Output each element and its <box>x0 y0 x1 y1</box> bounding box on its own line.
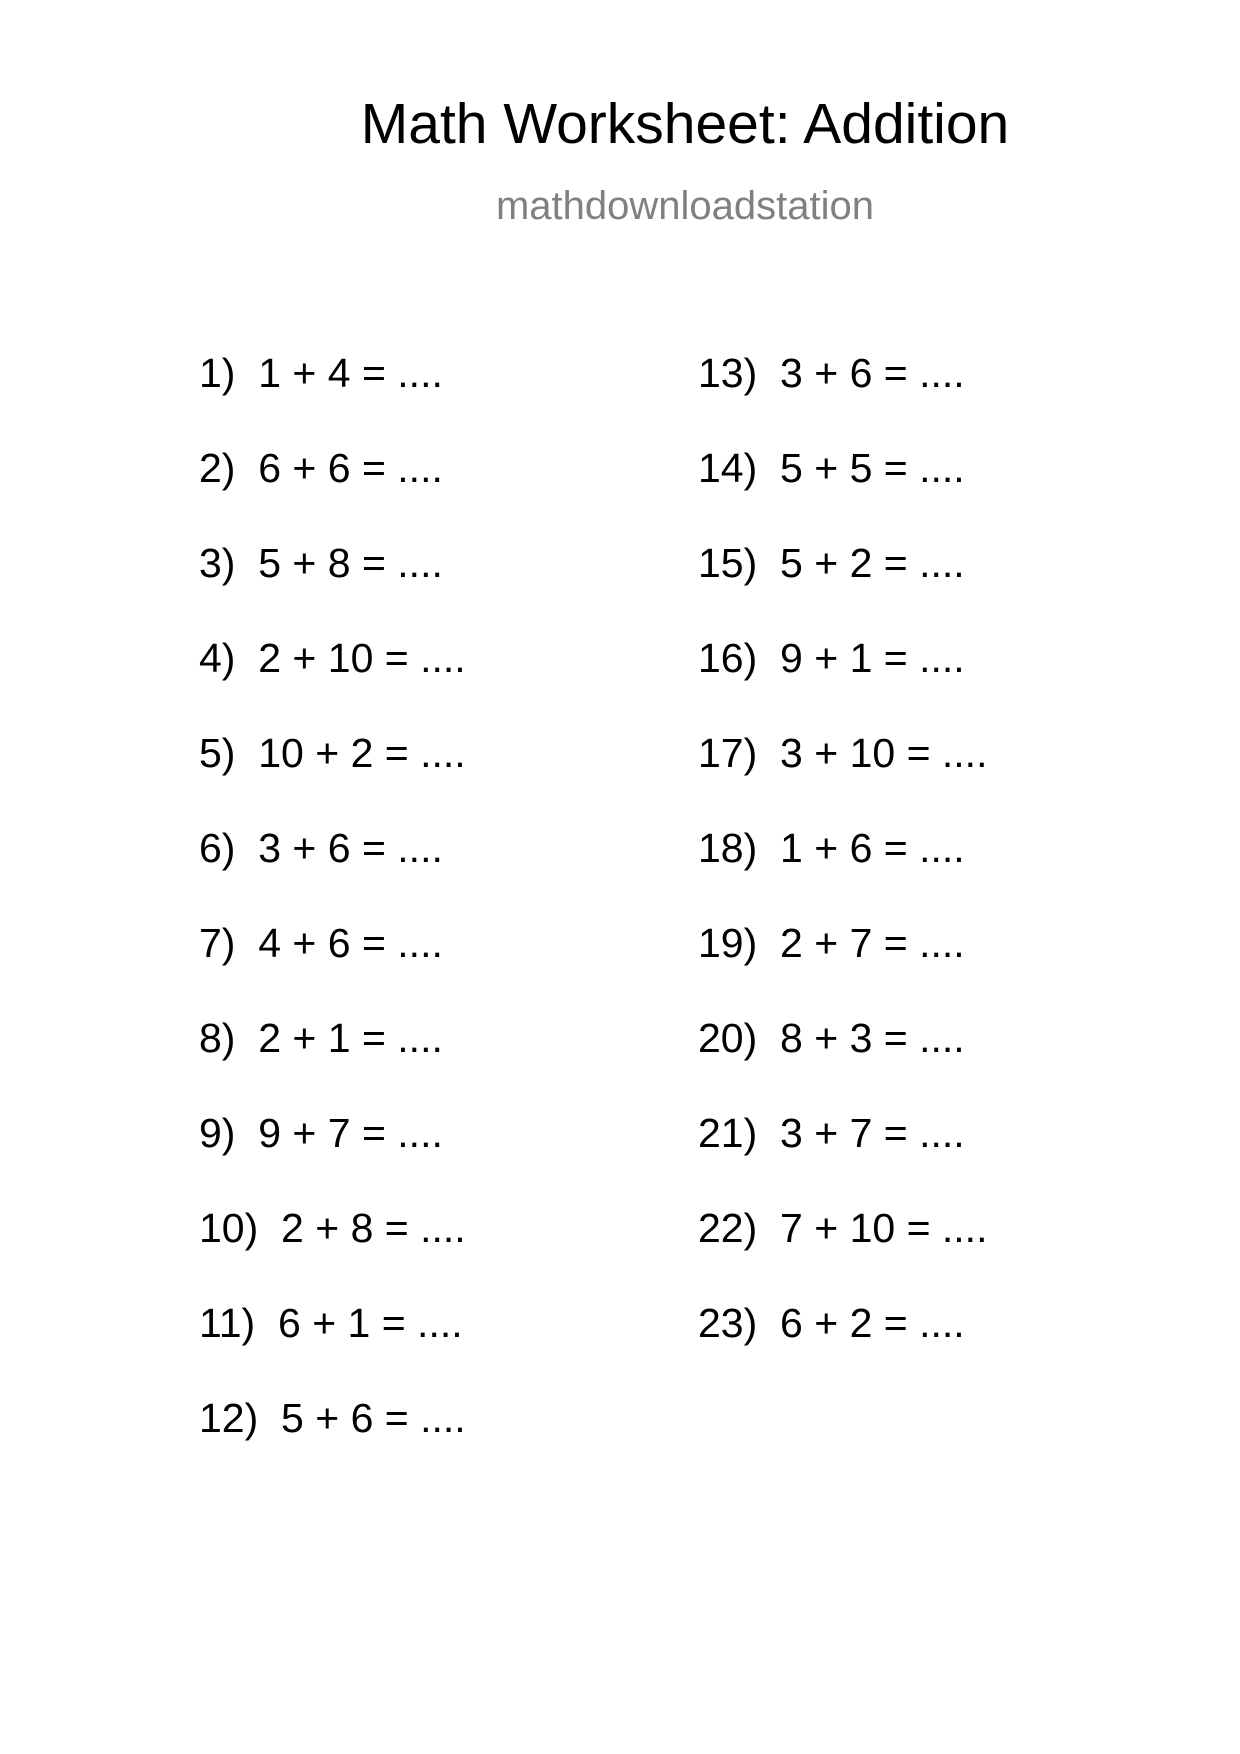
problem-15: 15) 5 + 2 = .... <box>698 540 965 586</box>
problem-20: 20) 8 + 3 = .... <box>698 1015 965 1061</box>
worksheet-subtitle: mathdownloadstation <box>495 184 875 228</box>
problem-8: 8) 2 + 1 = .... <box>199 1015 443 1061</box>
problem-19: 19) 2 + 7 = .... <box>698 920 965 966</box>
problem-18: 18) 1 + 6 = .... <box>698 825 965 871</box>
problem-16: 16) 9 + 1 = .... <box>698 635 965 681</box>
problem-14: 14) 5 + 5 = .... <box>698 445 965 491</box>
problem-22: 22) 7 + 10 = .... <box>698 1205 988 1251</box>
problem-21: 21) 3 + 7 = .... <box>698 1110 965 1156</box>
problem-2: 2) 6 + 6 = .... <box>199 445 443 491</box>
problem-6: 6) 3 + 6 = .... <box>199 825 443 871</box>
problem-3: 3) 5 + 8 = .... <box>199 540 443 586</box>
problem-1: 1) 1 + 4 = .... <box>199 350 443 396</box>
problem-5: 5) 10 + 2 = .... <box>199 730 466 776</box>
problem-list-left <box>199 350 466 1493</box>
problem-list-right <box>698 350 988 1398</box>
problem-12: 12) 5 + 6 = .... <box>199 1395 466 1441</box>
problem-11: 11) 6 + 1 = .... <box>199 1300 463 1346</box>
problem-17: 17) 3 + 10 = .... <box>698 730 988 776</box>
worksheet-title: Math Worksheet: Addition <box>360 92 1010 156</box>
problem-9: 9) 9 + 7 = .... <box>199 1110 443 1156</box>
problem-23: 23) 6 + 2 = .... <box>698 1300 965 1346</box>
problem-10: 10) 2 + 8 = .... <box>199 1205 466 1251</box>
problem-7: 7) 4 + 6 = .... <box>199 920 443 966</box>
problem-13: 13) 3 + 6 = .... <box>698 350 965 396</box>
problem-4: 4) 2 + 10 = .... <box>199 635 466 681</box>
